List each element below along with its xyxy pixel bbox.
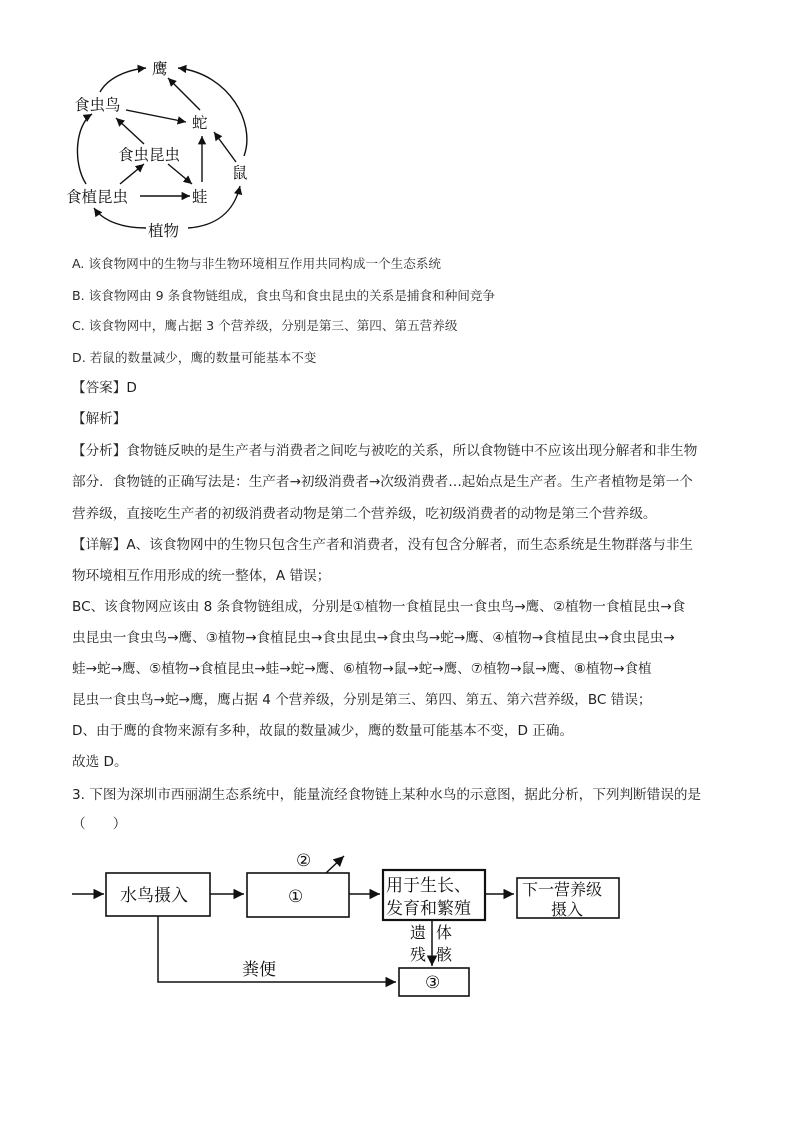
arrow-insect-to-bird — [116, 118, 144, 144]
label-next-line1: 下一营养级 — [522, 880, 603, 899]
analysis-line-3: 营养级，直接吃生产者的初级消费者动物是第二个营养级，吃初级消费者的动物是第三个营养级。 — [72, 506, 657, 522]
arrow-mouse-to-eagle — [178, 68, 247, 156]
label-remains-1: 遗 — [410, 923, 427, 942]
label-intake: 水鸟摄入 — [120, 886, 188, 906]
label-growth-line2: 发育和繁殖 — [386, 899, 471, 919]
label-remains-2: 体 — [436, 923, 453, 942]
node-eagle: 鹰 — [152, 60, 168, 78]
label-remains-3: 残 — [410, 945, 427, 964]
option-c: C. 该食物网中，鹰占据 3 个营养级，分别是第三、第四、第五营养级 — [72, 318, 458, 333]
food-web-diagram — [60, 52, 260, 242]
label-feces: 粪便 — [242, 960, 276, 980]
arrow-feces — [158, 916, 396, 982]
arrow-herbivore-to-bird — [77, 114, 92, 184]
analysis-line-1: 【分析】食物链反映的是生产者与消费者之间吃与被吃的关系，所以食物链中不应该出现分解者和非生物 — [72, 443, 698, 459]
node-snake: 蛇 — [192, 114, 208, 132]
detail-line-8: 故选 D。 — [72, 754, 128, 770]
detail-line-3: BC、该食物网应该由 8 条食物链组成，分别是①植物一食植昆虫一食虫鸟→鹰、②植物一食植昆虫→食 — [72, 599, 686, 615]
node-mouse: 鼠 — [232, 164, 248, 182]
label-box-1: ① — [288, 887, 304, 907]
node-bird: 食虫鸟 — [74, 96, 121, 114]
energy-flow-diagram — [60, 842, 700, 1002]
detail-line-6: 昆虫一食虫鸟→蛇→鹰，鹰占据 4 个营养级，分别是第三、第四、第五、第六营养级，BC 错误； — [72, 692, 652, 708]
analysis-tag: 【解析】 — [72, 411, 127, 427]
question3-stem: 3. 下图为深圳市西丽湖生态系统中，能量流经食物链上某种水鸟的示意图，据此分析，下列判断错误的是 — [72, 787, 702, 803]
label-arrow-2: ② — [296, 851, 312, 871]
option-d: D. 若鼠的数量减少，鹰的数量可能基本不变 — [72, 350, 317, 365]
label-box-3: ③ — [425, 973, 441, 993]
node-frog: 蛙 — [192, 188, 208, 206]
detail-line-5: 蛙→蛇→鹰、⑤植物→食植昆虫→蛙→蛇→鹰、⑥植物→鼠→蛇→鹰、⑦植物→鼠→鹰、⑧植物→食植 — [72, 661, 652, 677]
label-growth-line1: 用于生长、 — [386, 876, 471, 896]
arrow-2 — [326, 856, 344, 873]
label-remains-4: 骸 — [436, 945, 453, 964]
label-next-line2: 摄入 — [551, 900, 584, 919]
answer-line: 【答案】D — [72, 380, 137, 396]
arrow-herbivore-to-insect — [120, 164, 144, 184]
arrow-bird-to-eagle — [100, 68, 146, 92]
node-insect: 食虫昆虫 — [118, 146, 181, 164]
detail-line-1: 【详解】A、该食物网中的生物只包含生产者和消费者，没有包含分解者，而生态系统是生物群落与非生 — [72, 537, 694, 553]
analysis-line-2: 部分．食物链的正确写法是：生产者→初级消费者→次级消费者…起始点是生产者。生产者植物是第一个 — [72, 474, 693, 490]
arrow-mouse-to-snake — [214, 132, 236, 162]
question3-blank: （ ） — [72, 816, 127, 832]
node-herbivore: 食植昆虫 — [66, 188, 129, 206]
detail-line-7: D、由于鹰的食物来源有多种，故鼠的数量减少，鹰的数量可能基本不变，D 正确。 — [72, 723, 574, 739]
node-plant: 植物 — [148, 222, 180, 240]
arrow-bird-to-snake — [126, 110, 186, 122]
arrow-insect-to-frog — [168, 164, 192, 184]
detail-line-4: 虫昆虫一食虫鸟→鹰、③植物→食植昆虫→食虫昆虫→食虫鸟→蛇→鹰、④植物→食植昆虫→食虫昆虫→ — [72, 630, 675, 646]
arrow-plant-to-herbivore — [94, 208, 146, 228]
arrow-snake-to-eagle — [168, 78, 200, 110]
option-a: A. 该食物网中的生物与非生物环境相互作用共同构成一个生态系统 — [72, 256, 442, 271]
detail-line-2: 物环境相互作用形成的统一整体，A 错误； — [72, 568, 331, 584]
option-b: B. 该食物网由 9 条食物链组成，食虫鸟和食虫昆虫的关系是捕食和种间竞争 — [72, 288, 496, 303]
